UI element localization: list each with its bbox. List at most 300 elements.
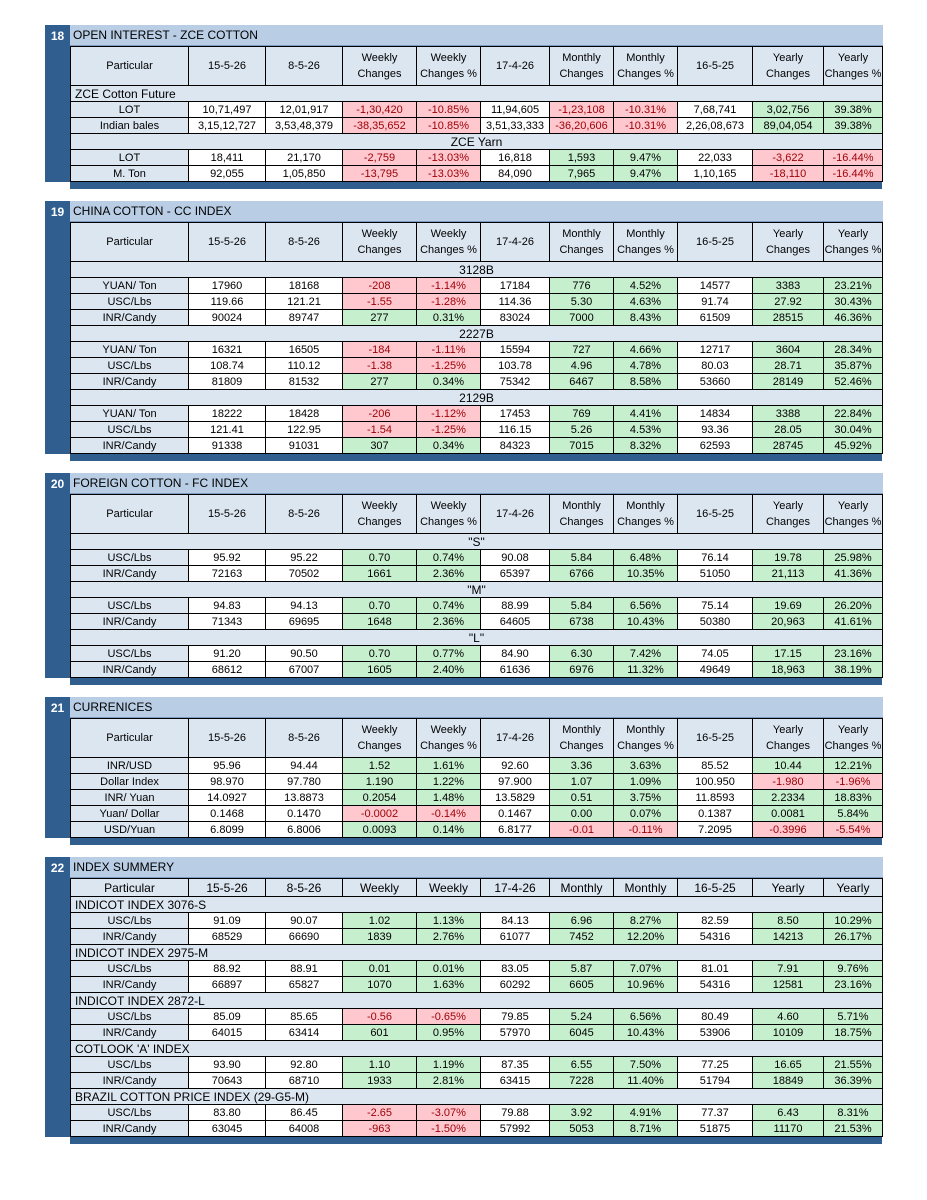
data-cell: 3,02,756	[753, 102, 824, 118]
data-cell: 4.78%	[614, 358, 678, 374]
data-cell: 80.49	[678, 1009, 753, 1025]
data-cell: -1.25%	[417, 422, 481, 438]
data-cell: 1,10,165	[678, 166, 753, 182]
header-row	[71, 495, 883, 534]
data-table	[70, 494, 883, 678]
row-label: INR/Candy	[71, 438, 189, 454]
data-cell: 49649	[678, 662, 753, 678]
column-header: 8-5-26	[266, 879, 343, 897]
section-body	[70, 857, 883, 1137]
section-separator	[70, 182, 882, 189]
data-cell: 68529	[189, 929, 266, 945]
data-cell: 12,01,917	[266, 102, 343, 118]
table-row	[71, 1121, 883, 1137]
data-cell: 6467	[550, 374, 614, 390]
section-body	[70, 697, 883, 838]
data-cell: 0.1468	[189, 806, 266, 822]
data-cell: 57970	[481, 1025, 550, 1041]
group-header-row	[71, 582, 883, 598]
data-cell: 51794	[678, 1073, 753, 1089]
data-cell: 39.38%	[824, 118, 883, 134]
group-header-row	[71, 390, 883, 406]
table-row	[71, 550, 883, 566]
data-cell: 10,71,497	[189, 102, 266, 118]
data-cell: 64605	[481, 614, 550, 630]
data-cell: -0.11%	[614, 822, 678, 838]
column-header: Weekly	[343, 879, 417, 897]
data-cell: 5.26	[550, 422, 614, 438]
data-cell: 21.53%	[824, 1121, 883, 1137]
data-cell: -1.28%	[417, 294, 481, 310]
table-row	[71, 294, 883, 310]
table-row	[71, 977, 883, 993]
data-cell: 41.61%	[824, 614, 883, 630]
data-cell: 3388	[753, 406, 824, 422]
data-cell: 1.13%	[417, 913, 481, 929]
table-row	[71, 790, 883, 806]
data-cell: 769	[550, 406, 614, 422]
data-cell: 14213	[753, 929, 824, 945]
data-cell: 92.60	[481, 758, 550, 774]
header-row	[71, 879, 883, 897]
data-cell: 86.45	[266, 1105, 343, 1121]
column-header: Weekly Changes %	[417, 495, 481, 534]
data-cell: 1.09%	[614, 774, 678, 790]
data-cell: 97.780	[266, 774, 343, 790]
data-cell: 90.08	[481, 550, 550, 566]
row-label: INR/Candy	[71, 662, 189, 678]
data-cell: 89,04,054	[753, 118, 824, 134]
data-cell: 6.8099	[189, 822, 266, 838]
data-cell: -36,20,606	[550, 118, 614, 134]
data-cell: -3,622	[753, 150, 824, 166]
column-header: 16-5-25	[678, 495, 753, 534]
data-cell: 25.98%	[824, 550, 883, 566]
data-cell: 28.05	[753, 422, 824, 438]
column-header: 8-5-26	[266, 495, 343, 534]
data-cell: 12581	[753, 977, 824, 993]
table-row	[71, 774, 883, 790]
data-cell: -1.14%	[417, 278, 481, 294]
data-cell: 79.85	[481, 1009, 550, 1025]
data-cell: 1.63%	[417, 977, 481, 993]
data-cell: 61636	[481, 662, 550, 678]
column-header: Monthly Changes %	[614, 47, 678, 86]
data-cell: 776	[550, 278, 614, 294]
row-label: Dollar Index	[71, 774, 189, 790]
table-row	[71, 1009, 883, 1025]
data-cell: 12.20%	[614, 929, 678, 945]
data-cell: 21.55%	[824, 1057, 883, 1073]
group-label: "M"	[71, 582, 883, 598]
data-cell: -0.14%	[417, 806, 481, 822]
table-row	[71, 961, 883, 977]
data-cell: -0.56	[343, 1009, 417, 1025]
data-cell: 2.76%	[417, 929, 481, 945]
data-cell: -2.65	[343, 1105, 417, 1121]
data-cell: 2.36%	[417, 566, 481, 582]
data-cell: 91.20	[189, 646, 266, 662]
column-header: Particular	[71, 879, 189, 897]
data-cell: 3383	[753, 278, 824, 294]
data-cell: 10.43%	[614, 1025, 678, 1041]
data-cell: 0.01%	[417, 961, 481, 977]
data-cell: 1933	[343, 1073, 417, 1089]
group-header-row	[71, 262, 883, 278]
table-row	[71, 566, 883, 582]
section-separator	[70, 678, 882, 685]
row-label: YUAN/ Ton	[71, 342, 189, 358]
column-header: Weekly Changes	[343, 223, 417, 262]
data-cell: 66690	[266, 929, 343, 945]
data-cell: 5053	[550, 1121, 614, 1137]
data-cell: 51875	[678, 1121, 753, 1137]
table-row	[71, 406, 883, 422]
data-cell: 14577	[678, 278, 753, 294]
data-cell: 14.0927	[189, 790, 266, 806]
data-cell: 8.71%	[614, 1121, 678, 1137]
data-cell: 4.60	[753, 1009, 824, 1025]
data-cell: 601	[343, 1025, 417, 1041]
data-cell: 2.36%	[417, 614, 481, 630]
data-cell: 121.41	[189, 422, 266, 438]
table-row	[71, 822, 883, 838]
data-cell: 17.15	[753, 646, 824, 662]
section-22	[45, 857, 882, 1137]
group-label: BRAZIL COTTON PRICE INDEX (29-G5-M)	[71, 1089, 883, 1105]
data-cell: 63414	[266, 1025, 343, 1041]
data-cell: 11.40%	[614, 1073, 678, 1089]
group-label: INDICOT INDEX 2975-M	[71, 945, 883, 961]
data-cell: 10.96%	[614, 977, 678, 993]
section-body	[70, 25, 883, 182]
section-title: CURRENICES	[70, 697, 883, 718]
data-cell: 1839	[343, 929, 417, 945]
data-cell: 121.21	[266, 294, 343, 310]
column-header: 15-5-26	[189, 495, 266, 534]
data-cell: 4.53%	[614, 422, 678, 438]
group-label: 3128B	[71, 262, 883, 278]
data-cell: 1.02	[343, 913, 417, 929]
section-sidebar	[45, 473, 70, 678]
column-header: Particular	[71, 495, 189, 534]
data-cell: 2.2334	[753, 790, 824, 806]
data-cell: -10.85%	[417, 118, 481, 134]
data-cell: 14834	[678, 406, 753, 422]
data-table	[70, 222, 883, 454]
column-header: Monthly Changes	[550, 495, 614, 534]
data-cell: 35.87%	[824, 358, 883, 374]
column-header: Monthly Changes	[550, 47, 614, 86]
column-header: Weekly Changes	[343, 495, 417, 534]
data-cell: 88.91	[266, 961, 343, 977]
column-header: 16-5-25	[678, 719, 753, 758]
data-cell: 38.19%	[824, 662, 883, 678]
data-cell: -0.01	[550, 822, 614, 838]
data-cell: 6766	[550, 566, 614, 582]
table-row	[71, 278, 883, 294]
table-row	[71, 150, 883, 166]
data-cell: 1,05,850	[266, 166, 343, 182]
row-label: USC/Lbs	[71, 1057, 189, 1073]
column-header: Yearly Changes	[753, 719, 824, 758]
table-row	[71, 342, 883, 358]
data-cell: 81809	[189, 374, 266, 390]
table-row	[71, 598, 883, 614]
data-cell: 7.91	[753, 961, 824, 977]
data-cell: 30.04%	[824, 422, 883, 438]
row-label: INR/ Yuan	[71, 790, 189, 806]
table-row	[71, 422, 883, 438]
data-cell: 63415	[481, 1073, 550, 1089]
row-label: USC/Lbs	[71, 598, 189, 614]
data-cell: -208	[343, 278, 417, 294]
data-cell: 18.75%	[824, 1025, 883, 1041]
data-cell: 62593	[678, 438, 753, 454]
data-cell: 45.92%	[824, 438, 883, 454]
data-cell: 0.00	[550, 806, 614, 822]
data-cell: 6.43	[753, 1105, 824, 1121]
group-label: COTLOOK 'A' INDEX	[71, 1041, 883, 1057]
data-cell: 8.31%	[824, 1105, 883, 1121]
data-cell: 91.74	[678, 294, 753, 310]
data-cell: 8.32%	[614, 438, 678, 454]
data-cell: -206	[343, 406, 417, 422]
data-cell: 89747	[266, 310, 343, 326]
data-cell: 122.95	[266, 422, 343, 438]
row-label: USC/Lbs	[71, 913, 189, 929]
data-cell: 7.42%	[614, 646, 678, 662]
data-cell: 1.22%	[417, 774, 481, 790]
data-cell: 0.0093	[343, 822, 417, 838]
data-cell: 0.2054	[343, 790, 417, 806]
column-header: Weekly	[417, 879, 481, 897]
table-row	[71, 929, 883, 945]
data-cell: 83.80	[189, 1105, 266, 1121]
data-cell: 10.35%	[614, 566, 678, 582]
row-label: M. Ton	[71, 166, 189, 182]
data-cell: 79.88	[481, 1105, 550, 1121]
section-number: 20	[50, 477, 65, 491]
data-cell: 10.29%	[824, 913, 883, 929]
data-cell: 1,593	[550, 150, 614, 166]
data-cell: 13.5829	[481, 790, 550, 806]
section-title: OPEN INTEREST - ZCE COTTON	[70, 25, 883, 46]
table-row	[71, 1073, 883, 1089]
column-header: 16-5-25	[678, 223, 753, 262]
section-separator	[70, 454, 882, 461]
data-cell: 1.19%	[417, 1057, 481, 1073]
data-cell: 84.90	[481, 646, 550, 662]
data-cell: 11,94,605	[481, 102, 550, 118]
data-cell: 64008	[266, 1121, 343, 1137]
column-header: Monthly Changes	[550, 719, 614, 758]
data-cell: -2,759	[343, 150, 417, 166]
data-cell: 1.61%	[417, 758, 481, 774]
row-label: INR/Candy	[71, 977, 189, 993]
section-gap	[45, 189, 882, 201]
data-cell: 64015	[189, 1025, 266, 1041]
data-cell: 53660	[678, 374, 753, 390]
data-cell: 18849	[753, 1073, 824, 1089]
data-cell: 22,033	[678, 150, 753, 166]
header-row	[71, 719, 883, 758]
data-cell: 67007	[266, 662, 343, 678]
data-cell: 1.190	[343, 774, 417, 790]
data-cell: 70502	[266, 566, 343, 582]
data-cell: 0.0081	[753, 806, 824, 822]
data-cell: 0.70	[343, 598, 417, 614]
data-cell: 7,965	[550, 166, 614, 182]
data-cell: 6.96	[550, 913, 614, 929]
column-header: 17-4-26	[481, 223, 550, 262]
data-cell: 116.15	[481, 422, 550, 438]
data-cell: 3,15,12,727	[189, 118, 266, 134]
column-header: 17-4-26	[481, 495, 550, 534]
data-cell: 28515	[753, 310, 824, 326]
data-cell: 3.63%	[614, 758, 678, 774]
table-row	[71, 614, 883, 630]
data-cell: 19.78	[753, 550, 824, 566]
data-cell: 95.22	[266, 550, 343, 566]
data-cell: 7.2095	[678, 822, 753, 838]
data-cell: 110.12	[266, 358, 343, 374]
data-cell: 22.84%	[824, 406, 883, 422]
column-header: Yearly	[824, 879, 883, 897]
data-cell: -0.0002	[343, 806, 417, 822]
section-number: 19	[50, 205, 65, 219]
data-cell: 1070	[343, 977, 417, 993]
data-cell: 95.92	[189, 550, 266, 566]
data-cell: 11.8593	[678, 790, 753, 806]
data-cell: -1.96%	[824, 774, 883, 790]
data-cell: 5.84%	[824, 806, 883, 822]
data-cell: 103.78	[481, 358, 550, 374]
data-cell: 16.65	[753, 1057, 824, 1073]
group-header-row	[71, 1089, 883, 1105]
data-cell: 28745	[753, 438, 824, 454]
data-cell: 0.1470	[266, 806, 343, 822]
data-cell: 6605	[550, 977, 614, 993]
data-cell: 90024	[189, 310, 266, 326]
data-cell: 3,53,48,379	[266, 118, 343, 134]
data-cell: -38,35,652	[343, 118, 417, 134]
data-cell: -13,795	[343, 166, 417, 182]
data-cell: -3.07%	[417, 1105, 481, 1121]
data-cell: 6.55	[550, 1057, 614, 1073]
table-row	[71, 913, 883, 929]
data-cell: 75.14	[678, 598, 753, 614]
data-cell: 88.99	[481, 598, 550, 614]
data-cell: 1648	[343, 614, 417, 630]
section-sidebar	[45, 201, 70, 454]
section-18	[45, 25, 882, 182]
data-cell: 83024	[481, 310, 550, 326]
data-cell: 18.83%	[824, 790, 883, 806]
table-row	[71, 646, 883, 662]
section-sidebar	[45, 25, 70, 182]
data-cell: -1.55	[343, 294, 417, 310]
data-cell: 28.71	[753, 358, 824, 374]
header-row	[71, 47, 883, 86]
data-cell: 9.47%	[614, 150, 678, 166]
column-header: 17-4-26	[481, 47, 550, 86]
row-label: INR/Candy	[71, 374, 189, 390]
data-cell: -13.03%	[417, 150, 481, 166]
table-row	[71, 438, 883, 454]
data-cell: 7015	[550, 438, 614, 454]
data-cell: 61077	[481, 929, 550, 945]
data-cell: 17184	[481, 278, 550, 294]
data-cell: 69695	[266, 614, 343, 630]
data-cell: 65827	[266, 977, 343, 993]
data-cell: -10.85%	[417, 102, 481, 118]
data-table	[70, 46, 883, 182]
data-cell: 77.37	[678, 1105, 753, 1121]
data-cell: 71343	[189, 614, 266, 630]
data-cell: -1,23,108	[550, 102, 614, 118]
data-cell: 18168	[266, 278, 343, 294]
column-header: Yearly Changes	[753, 223, 824, 262]
row-label: Indian bales	[71, 118, 189, 134]
data-cell: 98.970	[189, 774, 266, 790]
data-cell: -963	[343, 1121, 417, 1137]
data-cell: 3.75%	[614, 790, 678, 806]
data-cell: 8.50	[753, 913, 824, 929]
section-gap	[45, 461, 882, 473]
data-cell: 93.36	[678, 422, 753, 438]
data-cell: 27.92	[753, 294, 824, 310]
data-cell: 83.05	[481, 961, 550, 977]
data-cell: 18,411	[189, 150, 266, 166]
data-cell: 4.63%	[614, 294, 678, 310]
group-header-row	[71, 630, 883, 646]
data-cell: 23.16%	[824, 977, 883, 993]
data-cell: 0.07%	[614, 806, 678, 822]
data-cell: 9.47%	[614, 166, 678, 182]
data-cell: -10.31%	[614, 102, 678, 118]
data-cell: 60292	[481, 977, 550, 993]
data-cell: 91.09	[189, 913, 266, 929]
row-label: INR/Candy	[71, 1073, 189, 1089]
column-header: Yearly Changes %	[824, 47, 883, 86]
section-separator	[70, 838, 882, 845]
data-cell: 88.92	[189, 961, 266, 977]
data-cell: 68710	[266, 1073, 343, 1089]
data-cell: -1.54	[343, 422, 417, 438]
data-cell: 0.74%	[417, 598, 481, 614]
column-header: 8-5-26	[266, 223, 343, 262]
column-header: 8-5-26	[266, 719, 343, 758]
data-cell: -16.44%	[824, 150, 883, 166]
data-cell: 17960	[189, 278, 266, 294]
data-cell: 28149	[753, 374, 824, 390]
table-row	[71, 358, 883, 374]
group-label: 2227B	[71, 326, 883, 342]
data-cell: -0.3996	[753, 822, 824, 838]
column-header: Yearly Changes	[753, 47, 824, 86]
data-cell: 0.74%	[417, 550, 481, 566]
section-number: 22	[50, 861, 65, 875]
data-cell: 6.48%	[614, 550, 678, 566]
row-label: USC/Lbs	[71, 550, 189, 566]
data-cell: 1605	[343, 662, 417, 678]
data-cell: -184	[343, 342, 417, 358]
data-cell: 93.90	[189, 1057, 266, 1073]
column-header: Monthly Changes %	[614, 719, 678, 758]
data-cell: 15594	[481, 342, 550, 358]
data-cell: 80.03	[678, 358, 753, 374]
